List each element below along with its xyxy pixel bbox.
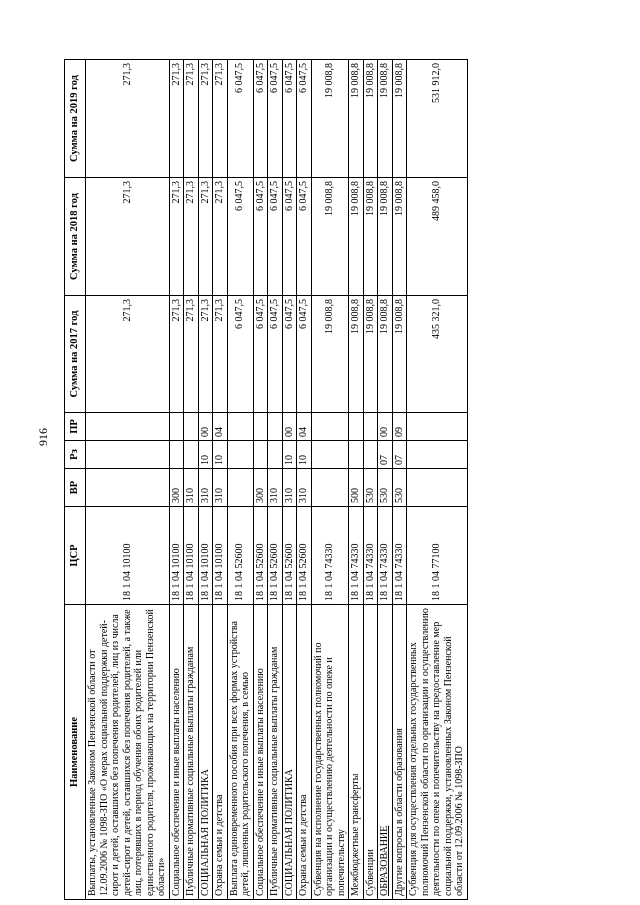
page-number: 916 — [36, 428, 50, 446]
row-rz: 10 — [297, 441, 312, 469]
row-2017: 435 321,0 — [407, 296, 468, 413]
row-2019: 6 047,5 — [268, 60, 283, 178]
row-csr: 18 1 04 10100 — [184, 507, 199, 605]
row-2017: 6 047,5 — [253, 296, 268, 413]
row-2019: 19 008,8 — [349, 60, 364, 178]
row-name: Субвенции — [363, 605, 378, 900]
row-2019: 6 047,5 — [297, 60, 312, 178]
row-vr — [86, 469, 170, 507]
row-pr — [184, 413, 199, 441]
table-row — [198, 60, 213, 900]
row-csr: 18 1 04 74330 — [378, 507, 393, 605]
row-2019: 271,3 — [198, 60, 213, 178]
row-2018: 271,3 — [169, 178, 184, 296]
row-2018: 19 008,8 — [392, 178, 407, 296]
row-csr: 18 1 04 77100 — [407, 507, 468, 605]
table-row — [268, 60, 283, 900]
row-name: Межбюджетные трансферты — [349, 605, 364, 900]
table-row — [349, 60, 364, 900]
row-2018: 6 047,5 — [282, 178, 297, 296]
row-name: СОЦИАЛЬНАЯ ПОЛИТИКА — [198, 605, 213, 900]
row-pr — [363, 413, 378, 441]
header-vr: ВР — [65, 469, 86, 507]
row-rz: 07 — [392, 441, 407, 469]
row-pr: 09 — [392, 413, 407, 441]
row-vr: 310 — [213, 469, 228, 507]
row-rz — [169, 441, 184, 469]
row-csr: 18 1 04 74330 — [392, 507, 407, 605]
row-rz — [227, 441, 253, 469]
row-2019: 271,3 — [213, 60, 228, 178]
row-vr: 300 — [253, 469, 268, 507]
row-csr: 18 1 04 10100 — [86, 507, 170, 605]
row-name-text: ОБРАЗОВАНИЕ — [379, 825, 391, 896]
rotated-page — [64, 60, 604, 900]
row-pr: 04 — [297, 413, 312, 441]
row-2017: 19 008,8 — [311, 296, 349, 413]
row-rz — [311, 441, 349, 469]
row-csr: 18 1 04 52600 — [253, 507, 268, 605]
row-name: Выплаты, установленные Законом Пензенской области от 12.09.2006 № 1098-ЗПО «О мерах социальной поддержки детей-сирот и детей, оставшихся без попечения родителей, лиц из числа детей-сирот и детей, оставшихся без попечения родителей, а также лиц, потерявших в период обучения обоих родителей или единственного родителя, проживающих на территории Пензенской области» — [86, 605, 170, 900]
row-2018: 6 047,5 — [268, 178, 283, 296]
row-2018: 6 047,5 — [227, 178, 253, 296]
row-2017: 271,3 — [213, 296, 228, 413]
row-name: СОЦИАЛЬНАЯ ПОЛИТИКА — [282, 605, 297, 900]
row-rz — [253, 441, 268, 469]
header-name: Наименование — [65, 605, 86, 900]
row-vr: 310 — [268, 469, 283, 507]
budget-table — [64, 59, 468, 900]
table-row — [392, 60, 407, 900]
table-row — [297, 60, 312, 900]
row-pr: 00 — [198, 413, 213, 441]
row-2018: 271,3 — [213, 178, 228, 296]
row-rz — [268, 441, 283, 469]
row-pr: 00 — [282, 413, 297, 441]
row-2017: 19 008,8 — [363, 296, 378, 413]
row-vr — [407, 469, 468, 507]
row-2018: 271,3 — [184, 178, 199, 296]
row-rz — [184, 441, 199, 469]
row-2018: 271,3 — [198, 178, 213, 296]
row-2017: 6 047,5 — [227, 296, 253, 413]
row-vr: 310 — [297, 469, 312, 507]
row-vr: 530 — [378, 469, 393, 507]
row-pr — [311, 413, 349, 441]
row-2017: 271,3 — [184, 296, 199, 413]
row-name — [378, 605, 393, 900]
row-vr: 310 — [184, 469, 199, 507]
row-2018: 19 008,8 — [378, 178, 393, 296]
row-2019: 19 008,8 — [378, 60, 393, 178]
table-row — [282, 60, 297, 900]
table-header-row — [65, 60, 86, 900]
row-vr: 530 — [392, 469, 407, 507]
row-csr: 18 1 04 10100 — [169, 507, 184, 605]
row-csr: 18 1 04 74330 — [349, 507, 364, 605]
row-pr — [253, 413, 268, 441]
row-csr: 18 1 04 52600 — [268, 507, 283, 605]
row-rz — [363, 441, 378, 469]
table-row — [184, 60, 199, 900]
row-pr — [268, 413, 283, 441]
row-2019: 271,3 — [184, 60, 199, 178]
row-csr: 18 1 04 52600 — [227, 507, 253, 605]
row-rz — [407, 441, 468, 469]
row-csr: 18 1 04 10100 — [213, 507, 228, 605]
row-name: Субвенция для осуществления отдельных государственных полномочий Пензенской области по организации и осуществлению деятельности по опеке и попечительству на предоставление мер социальной поддержки, установленных Законом Пензенской области от 12.09.2006 № 1098-ЗПО — [407, 605, 468, 900]
row-vr: 310 — [198, 469, 213, 507]
row-pr — [227, 413, 253, 441]
row-name: Другие вопросы в области образования — [392, 605, 407, 900]
row-name: Публичные нормативные социальные выплаты гражданам — [184, 605, 199, 900]
row-2019: 6 047,5 — [253, 60, 268, 178]
row-2017: 6 047,5 — [282, 296, 297, 413]
header-2018: Сумма на 2018 год — [65, 178, 86, 296]
row-pr — [169, 413, 184, 441]
row-vr — [227, 469, 253, 507]
table-row — [311, 60, 349, 900]
row-2017: 271,3 — [86, 296, 170, 413]
row-rz: 10 — [282, 441, 297, 469]
table-row — [227, 60, 253, 900]
row-csr: 18 1 04 52600 — [282, 507, 297, 605]
table-row — [213, 60, 228, 900]
row-name: Публичные нормативные социальные выплаты гражданам — [268, 605, 283, 900]
header-rz: Рз — [65, 441, 86, 469]
row-pr — [407, 413, 468, 441]
row-2017: 271,3 — [169, 296, 184, 413]
row-2019: 6 047,5 — [227, 60, 253, 178]
row-pr — [86, 413, 170, 441]
row-2019: 19 008,8 — [363, 60, 378, 178]
row-2017: 271,3 — [198, 296, 213, 413]
table-row — [407, 60, 468, 900]
row-csr: 18 1 04 52600 — [297, 507, 312, 605]
row-2017: 6 047,5 — [268, 296, 283, 413]
row-rz — [349, 441, 364, 469]
row-pr — [349, 413, 364, 441]
row-pr: 00 — [378, 413, 393, 441]
row-vr: 530 — [363, 469, 378, 507]
row-2019: 6 047,5 — [282, 60, 297, 178]
row-2017: 19 008,8 — [392, 296, 407, 413]
row-name: Выплата единовременного пособия при всех формах устройства детей, лишенных родительского попечения, в семью — [227, 605, 253, 900]
row-2017: 19 008,8 — [378, 296, 393, 413]
row-rz: 10 — [198, 441, 213, 469]
header-csr: ЦСР — [65, 507, 86, 605]
row-2019: 531 912,0 — [407, 60, 468, 178]
row-csr: 18 1 04 10100 — [198, 507, 213, 605]
row-2019: 271,3 — [86, 60, 170, 178]
header-pr: ПР — [65, 413, 86, 441]
row-rz — [86, 441, 170, 469]
row-2019: 19 008,8 — [392, 60, 407, 178]
row-csr: 18 1 04 74330 — [363, 507, 378, 605]
row-name: Социальное обеспечение и иные выплаты населению — [253, 605, 268, 900]
row-2019: 19 008,8 — [311, 60, 349, 178]
table-row — [86, 60, 170, 900]
row-2017: 6 047,5 — [297, 296, 312, 413]
row-vr: 300 — [169, 469, 184, 507]
row-2018: 271,3 — [86, 178, 170, 296]
row-rz: 07 — [378, 441, 393, 469]
table-row — [253, 60, 268, 900]
row-vr — [311, 469, 349, 507]
table-row — [363, 60, 378, 900]
row-rz: 10 — [213, 441, 228, 469]
row-2018: 19 008,8 — [311, 178, 349, 296]
row-vr: 500 — [349, 469, 364, 507]
table-row — [169, 60, 184, 900]
row-name: Охрана семьи и детства — [213, 605, 228, 900]
row-2018: 6 047,5 — [297, 178, 312, 296]
row-2018: 19 008,8 — [363, 178, 378, 296]
row-2018: 489 458,0 — [407, 178, 468, 296]
row-2017: 19 008,8 — [349, 296, 364, 413]
row-vr: 310 — [282, 469, 297, 507]
row-pr: 04 — [213, 413, 228, 441]
row-name: Субвенция на исполнение государственных полномочий по организации и осуществлению деятельности по опеке и попечительству — [311, 605, 349, 900]
row-2018: 19 008,8 — [349, 178, 364, 296]
row-name: Охрана семьи и детства — [297, 605, 312, 900]
row-name: Социальное обеспечение и иные выплаты населению — [169, 605, 184, 900]
row-2018: 6 047,5 — [253, 178, 268, 296]
table-row — [378, 60, 393, 900]
row-csr: 18 1 04 74330 — [311, 507, 349, 605]
header-2019: Сумма на 2019 год — [65, 60, 86, 178]
row-2019: 271,3 — [169, 60, 184, 178]
header-2017: Сумма на 2017 год — [65, 296, 86, 413]
